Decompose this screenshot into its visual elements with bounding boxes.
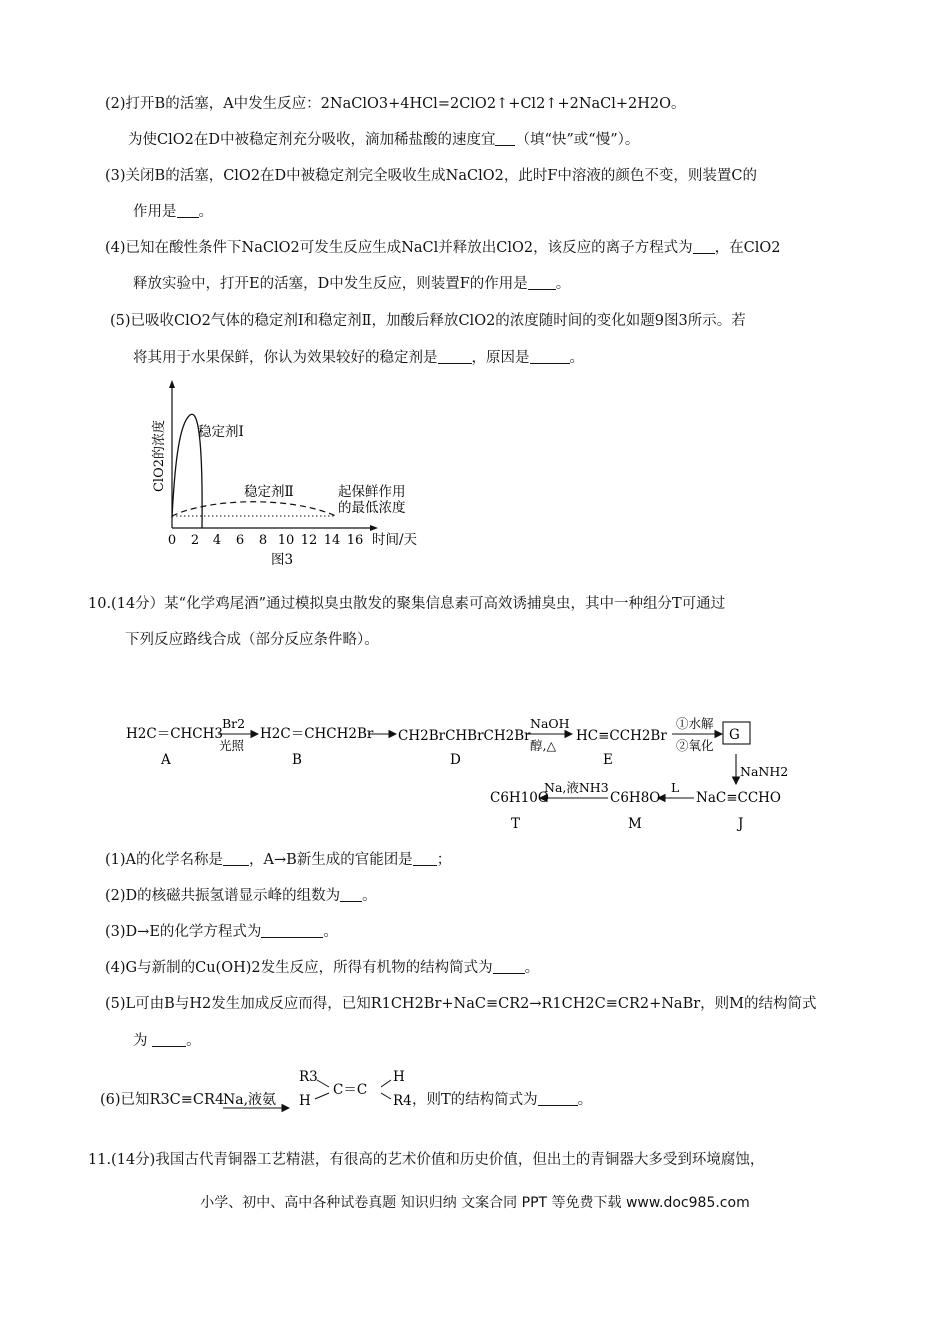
condition-hydrolysis: ①水解 xyxy=(676,716,714,731)
condition-oxidation: ②氧化 xyxy=(676,738,714,753)
compound-B: H2C＝CHCH2Br xyxy=(260,726,374,742)
x-axis-label: 时间/天 xyxy=(372,532,418,548)
q9-part5-line2: 将其用于水果保鲜，你认为效果较好的稳定剂是 ，原因是 。 xyxy=(133,350,584,366)
tick-label: 16 xyxy=(346,533,364,548)
q10-part6-suffix: ，则T的结构简式为 。 xyxy=(412,1092,593,1108)
condition-nanh2: NaNH2 xyxy=(740,764,789,779)
compound-M: C6H8O xyxy=(610,790,661,806)
tick-label: 10 xyxy=(277,533,295,548)
answer-blank[interactable] xyxy=(152,1032,186,1047)
tick-label: 12 xyxy=(300,533,318,548)
answer-blank[interactable] xyxy=(530,349,570,364)
label-M: M xyxy=(628,816,642,832)
condition-na-liquid-ammonia: Na,液氨 xyxy=(223,1092,277,1108)
answer-blank[interactable] xyxy=(261,923,323,938)
q10-part3: (3)D→E的化学方程式为 。 xyxy=(105,924,338,940)
x-axis-arrow-icon xyxy=(370,525,378,531)
answer-blank[interactable] xyxy=(493,959,525,974)
synthesis-scheme xyxy=(118,710,808,840)
substituent-h2: H xyxy=(393,1069,405,1085)
label-min-concentration-line2: 的最低浓度 xyxy=(338,500,406,516)
label-D: D xyxy=(450,752,461,768)
condition-alcohol-heat: 醇,△ xyxy=(530,738,557,753)
condition-na-nh3: Na,液NH3 xyxy=(544,780,609,795)
compound-D: CH2BrCHBrCH2Br xyxy=(398,728,531,744)
q10-intro-line2: 下列反应路线合成（部分反应条件略）。 xyxy=(125,632,379,648)
answer-blank[interactable] xyxy=(177,203,199,218)
condition-light: 光照 xyxy=(219,738,245,753)
answer-blank[interactable] xyxy=(538,1091,578,1106)
substituent-r3: R3 xyxy=(299,1069,318,1085)
label-B: B xyxy=(292,752,302,768)
answer-blank[interactable] xyxy=(495,131,515,146)
condition-L: L xyxy=(671,780,680,795)
compound-E: HC≡CCH2Br xyxy=(576,728,667,744)
figure-caption: 图3 xyxy=(270,552,294,568)
label-T: T xyxy=(511,816,521,832)
q9-part5-line1: (5)已吸收ClO2气体的稳定剂Ⅰ和稳定剂Ⅱ，加酸后释放ClO2的浓度随时间的变化如题9图3所示。若 xyxy=(110,313,746,329)
q10-part4: (4)G与新制的Cu(OH)2发生反应，所得有机物的结构简式为 。 xyxy=(105,960,540,976)
double-bond-cc: C＝C xyxy=(333,1082,368,1098)
q9-part2-question: 为使ClO2在D中被稳定剂充分吸收，滴加稀盐酸的速度宜 （填“快”或“慢”）。 xyxy=(128,132,640,148)
substituent-r4: R4 xyxy=(393,1093,412,1109)
q9-part2-equation: (2)打开B的活塞，A中发生反应：2NaClO3+4HCl=2ClO2↑+Cl2↑+2NaCl+2H2O。 xyxy=(105,96,686,112)
q9-part4-line1: (4)已知在酸性条件下NaClO2可发生反应生成NaCl并释放出ClO2，该反应的离子方程式为 ，在ClO2 xyxy=(105,240,781,256)
tick-label: 14 xyxy=(323,533,341,548)
tick-label: 6 xyxy=(235,533,245,548)
q10-part6-prefix: (6)已知R3C≡CR4 xyxy=(100,1092,225,1108)
label-E: E xyxy=(603,752,613,768)
tick-label: 8 xyxy=(258,533,268,548)
compound-A: H2C＝CHCH3 xyxy=(126,726,223,742)
q10-part1: (1)A的化学名称是 ，A→B新生成的官能团是 ； xyxy=(105,852,452,868)
label-A: A xyxy=(161,752,171,768)
answer-blank[interactable] xyxy=(693,239,715,254)
label-stabilizer-1: 稳定剂Ⅰ xyxy=(198,424,244,440)
label-stabilizer-2: 稳定剂Ⅱ xyxy=(244,484,294,500)
substituent-h1: H xyxy=(299,1093,311,1109)
q10-intro-line1: 10.(14分）某“化学鸡尾酒”通过模拟臭虫散发的聚集信息素可高效诱捕臭虫，其中一种组分T可通过 xyxy=(88,596,726,612)
q10-part2: (2)D的核磁共振氢谱显示峰的组数为 。 xyxy=(105,888,377,904)
answer-blank[interactable] xyxy=(223,851,249,866)
compound-T: C6H10O xyxy=(490,790,549,806)
q10-part5-line2: 为 。 xyxy=(133,1033,201,1049)
answer-blank[interactable] xyxy=(438,349,472,364)
condition-br2: Br2 xyxy=(222,716,246,731)
answer-blank[interactable] xyxy=(340,887,362,902)
tick-label: 2 xyxy=(190,533,200,548)
q9-part3-line1: (3)关闭B的活塞，ClO2在D中被稳定剂完全吸收生成NaClO2，此时F中溶液的颜色不变，则装置C的 xyxy=(105,168,757,184)
condition-naoh: NaOH xyxy=(530,716,570,731)
q11-intro: 11.(14分)我国古代青铜器工艺精湛，有很高的艺术价值和历史价值，但出土的青铜器大多受到环境腐蚀， xyxy=(88,1152,765,1168)
compound-G: G xyxy=(729,727,740,743)
q9-part4-line2: 释放实验中，打开E的活塞，D中发生反应，则装置F的作用是 。 xyxy=(133,276,571,292)
answer-blank[interactable] xyxy=(413,851,437,866)
page-footer: 小学、初中、高中各种试卷真题 知识归纳 文案合同 PPT 等免费下载 www.doc985.com xyxy=(200,1195,750,1211)
label-min-concentration-line1: 起保鲜作用 xyxy=(338,484,406,500)
curve-stabilizer-2 xyxy=(172,502,336,516)
q10-part5-line1: (5)L可由B与H2发生加成反应而得，已知R1CH2Br+NaC≡CR2→R1CH2C≡CR2+NaBr，则M的结构简式 xyxy=(105,996,817,1012)
label-J: J xyxy=(738,816,744,832)
figure-3-concentration-graph xyxy=(140,378,440,570)
y-axis-arrow-icon xyxy=(169,380,175,388)
compound-J: NaC≡CCHO xyxy=(696,790,782,806)
tick-label: 0 xyxy=(167,533,177,548)
q9-part3-line2: 作用是 。 xyxy=(133,204,213,220)
tick-label: 4 xyxy=(212,533,222,548)
answer-blank[interactable] xyxy=(528,275,556,290)
y-axis-label: ClO2的浓度 xyxy=(152,419,167,493)
